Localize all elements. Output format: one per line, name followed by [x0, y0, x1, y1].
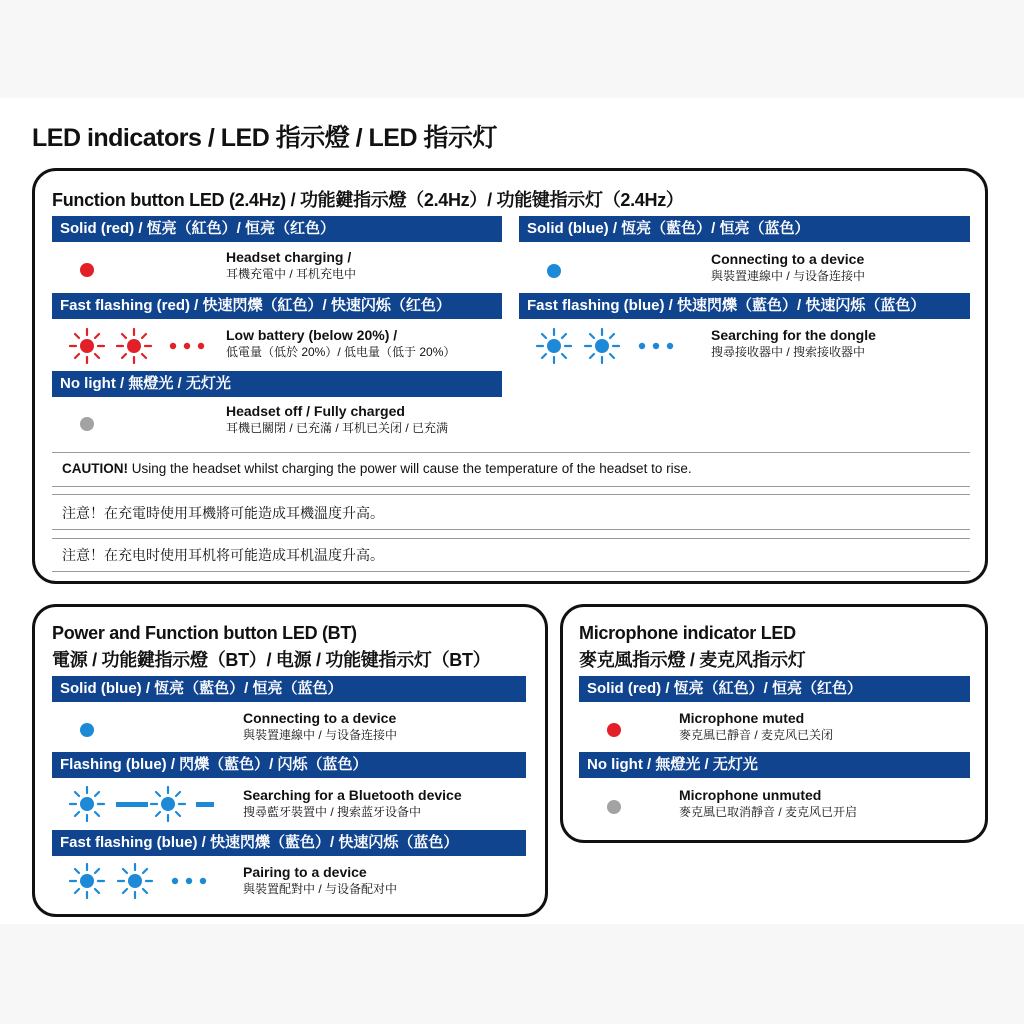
no-light-en: Headset off / Fully charged: [226, 403, 405, 419]
no-light-zh: 耳機已關閉 / 已充滿 / 耳机已关闭 / 已充满: [226, 421, 449, 435]
red-led-icon: [607, 723, 621, 737]
divider: [52, 571, 970, 572]
mic-subtitle: 麥克風指示燈 / 麦克风指示灯: [579, 650, 806, 670]
fast-flashing-blue-bar: Fast flashing (blue) / 快速閃爍（藍色）/ 快速闪烁（蓝色）: [519, 293, 970, 319]
note-simplified: 注意！在充电时使用耳机将可能造成耳机温度升高。: [62, 547, 384, 563]
red-flash-burst-icon: [115, 327, 153, 365]
mic-unmuted-description: [679, 786, 857, 821]
bt-solid-blue-zh: 與裝置連線中 / 与设备连接中: [243, 728, 398, 742]
blue-flash-burst-icon: [116, 862, 154, 900]
blue-ellipsis-icon: [637, 341, 677, 351]
solid-red-description: [226, 248, 356, 283]
divider: [52, 494, 970, 495]
bt-subtitle: 電源 / 功能鍵指示燈（BT）/ 电源 / 功能键指示灯（BT）: [52, 650, 491, 670]
blue-dash-icon: [116, 802, 148, 807]
bt-fast-blue-zh: 與裝置配對中 / 与设备配对中: [243, 882, 398, 896]
fast-blue-zh: 搜尋接收器中 / 搜索接收器中: [711, 345, 866, 359]
solid-blue-description: [711, 250, 865, 285]
no-light-bar: No light / 無燈光 / 无灯光: [52, 371, 502, 397]
bt-fast-blue-en: Pairing to a device: [243, 864, 367, 880]
mic-no-light-bar: No light / 無燈光 / 无灯光: [579, 752, 970, 778]
grey-led-icon: [607, 800, 621, 814]
blue-ellipsis-icon: [170, 876, 210, 886]
bt-fast-blue-description: [243, 863, 397, 898]
red-flash-burst-icon: [68, 327, 106, 365]
mic-solid-red-bar: Solid (red) / 恆亮（紅色）/ 恒亮（红色）: [579, 676, 970, 702]
divider: [52, 538, 970, 539]
bt-fast-flashing-blue-bar: Fast flashing (blue) / 快速閃爍（藍色）/ 快速闪烁（蓝色）: [52, 830, 526, 856]
solid-red-en: Headset charging /: [226, 249, 352, 265]
mic-unmuted-zh: 麥克風已取消靜音 / 麦克风已开启: [679, 805, 858, 819]
solid-red-bar: Solid (red) / 恆亮（紅色）/ 恒亮（红色）: [52, 216, 502, 242]
bt-flashing-blue-zh: 搜尋藍牙裝置中 / 搜索蓝牙设备中: [243, 805, 422, 819]
bt-solid-blue-description: [243, 709, 397, 744]
blue-led-icon: [547, 264, 561, 278]
fast-flashing-red-bar: Fast flashing (red) / 快速閃爍（紅色）/ 快速闪烁（红色）: [52, 293, 502, 319]
fast-red-en: Low battery (below 20%) /: [226, 327, 398, 343]
function-24-title: Function button LED (2.4Hz) / 功能鍵指示燈（2.4Hz）/ 功能键指示灯（2.4Hz）: [52, 190, 684, 210]
blue-flash-burst-icon: [535, 327, 573, 365]
caution-body: Using the headset whilst charging the power will cause the temperature of the headset to rise.: [131, 461, 692, 476]
blue-flash-burst-icon: [68, 785, 106, 823]
blue-dash-icon: [196, 802, 214, 807]
red-led-icon: [80, 263, 94, 277]
solid-blue-en: Connecting to a device: [711, 251, 865, 267]
caution-text: [62, 461, 692, 476]
divider: [52, 529, 970, 530]
solid-blue-zh: 與裝置連線中 / 与设备连接中: [711, 269, 866, 283]
page-title: LED indicators / LED 指示燈 / LED 指示灯: [32, 124, 497, 152]
bt-title: Power and Function button LED (BT): [52, 623, 357, 643]
mic-muted-description: [679, 709, 833, 744]
solid-red-zh: 耳機充電中 / 耳机充电中: [226, 267, 357, 281]
bt-flashing-blue-en: Searching for a Bluetooth device: [243, 787, 462, 803]
blue-flash-burst-icon: [583, 327, 621, 365]
solid-blue-bar: Solid (blue) / 恆亮（藍色）/ 恒亮（蓝色）: [519, 216, 970, 242]
red-ellipsis-icon: [168, 341, 208, 351]
bt-solid-blue-en: Connecting to a device: [243, 710, 397, 726]
mic-title: Microphone indicator LED: [579, 623, 796, 643]
mic-muted-zh: 麥克風已靜音 / 麦克风已关闭: [679, 728, 834, 742]
caution-label: CAUTION!: [62, 461, 128, 476]
fast-red-description: [226, 326, 455, 361]
blue-flash-burst-icon: [68, 862, 106, 900]
fast-blue-en: Searching for the dongle: [711, 327, 876, 343]
mic-muted-en: Microphone muted: [679, 710, 805, 726]
bt-flashing-blue-description: [243, 786, 462, 821]
divider: [52, 452, 970, 453]
blue-led-icon: [80, 723, 94, 737]
bt-flashing-blue-bar: Flashing (blue) / 閃爍（藍色）/ 闪烁（蓝色）: [52, 752, 526, 778]
no-light-description: [226, 402, 448, 437]
divider: [52, 486, 970, 487]
grey-led-icon: [80, 417, 94, 431]
note-traditional: 注意！在充電時使用耳機將可能造成耳機溫度升高。: [62, 505, 384, 521]
bt-solid-blue-bar: Solid (blue) / 恆亮（藍色）/ 恒亮（蓝色）: [52, 676, 526, 702]
fast-blue-description: [711, 326, 876, 361]
blue-flash-burst-icon: [149, 785, 187, 823]
fast-red-zh: 低電量（低於 20%）/ 低电量（低于 20%）: [226, 345, 456, 359]
mic-unmuted-en: Microphone unmuted: [679, 787, 822, 803]
